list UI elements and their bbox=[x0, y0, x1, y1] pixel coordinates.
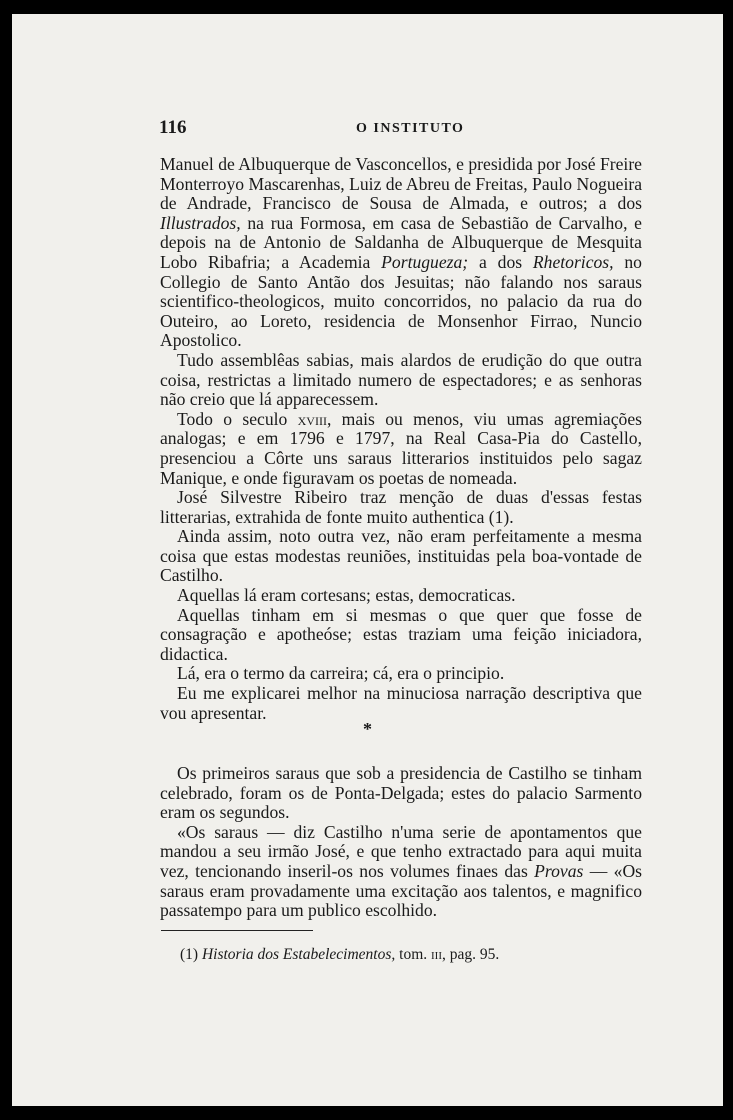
italic-rhetoricos: Rhetoricos, bbox=[532, 251, 614, 272]
paragraph-1-text-b: na rua Formosa, em casa de Sebastião de Carvalho, e depois na de Antonio de Saldanha de Albuquerque de Mesquita Lobo Ribafria; a Academia bbox=[160, 212, 642, 272]
footnote-marker: (1) bbox=[180, 946, 199, 963]
paragraph-10: Os primeiros saraus que sob a presidencia de Castilho se tinham celebrado, foram os de Ponta-Delgada; estes do palacio Sarmento eram os segundos. bbox=[160, 763, 642, 823]
paragraph-6: Aquellas lá eram cortesans; estas, democraticas. bbox=[177, 585, 516, 606]
paragraph-3 bbox=[160, 410, 642, 488]
paragraph-3-text-b: , mais ou menos, viu umas agremiações analogas; e em 1796 e 1797, na Real Casa-Pia do Castello, presenciou a Côrte uns saraus litterarios instituidos pelo sagaz Manique, e onde figuravam os poetas de nomeada. bbox=[160, 408, 642, 488]
footnote-title: Historia dos Estabelecimentos, bbox=[201, 946, 396, 963]
paragraph-7: Aquellas tinham em si mesmas o que quer que fosse de consagração e apotheóse; estas traziam uma feição iniciadora, didactica. bbox=[160, 604, 642, 664]
page-header bbox=[159, 117, 641, 141]
paragraph-2: Tudo assemblêas sabias, mais alardos de erudição do que outra coisa, restrictas a limitado numero de espectadores; e as senhoras não creio que lá apparecessem. bbox=[160, 349, 642, 410]
footnote-volume: iii bbox=[431, 946, 443, 963]
running-title: O INSTITUTO bbox=[356, 121, 465, 136]
paragraph-5: Ainda assim, noto outra vez, não eram perfeitamente a mesma coisa que estas modestas reuniões, instituidas pela boa-vontade de Castilho. bbox=[160, 526, 642, 586]
paragraph-9: Eu me explicarei melhor na minuciosa narração descriptiva que vou apresentar. bbox=[160, 683, 642, 723]
paragraph-4: José Silvestre Ribeiro traz menção de duas d'essas festas litterarias, extrahida de fonte muito authentica (1). bbox=[160, 487, 642, 527]
paragraph-8: Lá, era o termo da carreira; cá, era o principio. bbox=[177, 663, 505, 684]
paragraph-3-text-a: Todo o seculo bbox=[177, 408, 298, 429]
page-number: 116 bbox=[159, 117, 187, 138]
paragraph-11-text-b: — «Os saraus eram provadamente uma excitação aos talentos, e magnifico passatempo para um publico escolhido. bbox=[160, 860, 642, 921]
footnote-ref-a: tom. bbox=[395, 946, 432, 963]
footnote bbox=[180, 946, 640, 964]
italic-portugueza: Portugueza; bbox=[381, 251, 469, 272]
section-break-asterism: * bbox=[363, 719, 372, 739]
italic-illustrados: Illustrados, bbox=[160, 212, 241, 233]
book-page bbox=[12, 14, 723, 1106]
paragraph-11-text-a: «Os saraus — diz Castilho n'uma serie de apontamentos que mandou a seu irmão José, e que tenho extractado para aqui muita vez, tencionando inseril-os nos volumes finaes das bbox=[160, 821, 642, 881]
paragraph-1-text-d: no Collegio de Santo Antão dos Jesuitas; não falando nos saraus scientifico-theologicos, muito concorridos, no palacio da rua do Outeiro, ao Loreto, residencia de Monsenhor Firrao, Nuncio Apostolico. bbox=[160, 251, 642, 351]
body-text-bottom bbox=[160, 764, 642, 921]
footnote-ref-b: , pag. 95. bbox=[442, 946, 500, 963]
paragraph-11 bbox=[160, 823, 642, 921]
paragraph-1-text-c: a dos bbox=[468, 251, 533, 272]
italic-provas: Provas bbox=[534, 860, 584, 881]
paragraph-1-text-a: Manuel de Albuquerque de Vasconcellos, e presidida por José Freire Monterroyo Mascarenhas, Luiz de Abreu de Freitas, Paulo Nogueira de Andrade, Francisco de Sousa de Almada, e outros; a dos bbox=[160, 154, 642, 214]
body-text-top bbox=[160, 155, 642, 723]
century-numeral: xviii bbox=[297, 408, 327, 429]
footnote-divider bbox=[161, 930, 313, 931]
paragraph-1 bbox=[160, 155, 642, 351]
